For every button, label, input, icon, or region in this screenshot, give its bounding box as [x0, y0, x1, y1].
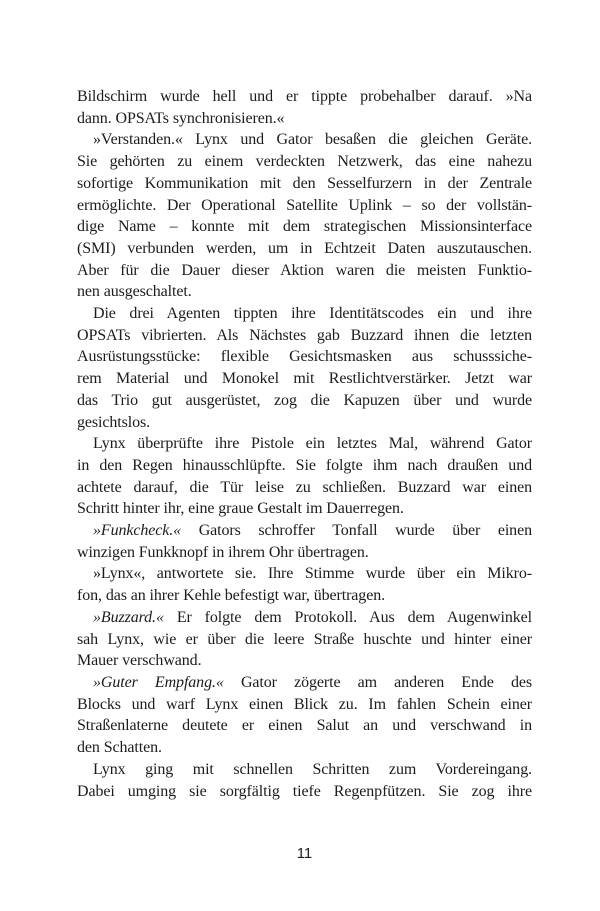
text-segment: Lynx überprüfte ihre Pistole ein letztes Mal, während Gator [93, 435, 532, 453]
text-segment: »Lynx«, antwortete sie. Ihre Stimme wurde über ein Mikro- [93, 565, 532, 583]
text-segment: achtete darauf, die Tür leise zu schließen. Buzzard war einen [77, 478, 532, 496]
text-line [77, 303, 532, 325]
text-line [77, 520, 532, 542]
text-line [77, 694, 532, 716]
text-line [77, 759, 532, 781]
text-segment: gesichtslos. [77, 413, 151, 431]
text-line [77, 325, 532, 347]
page-number: 11 [296, 845, 313, 862]
text-line [77, 542, 532, 564]
text-line [77, 477, 532, 499]
text-line [77, 390, 532, 412]
text-segment: dann. OPSATs synchronisieren.« [77, 109, 285, 127]
text-line [77, 346, 532, 368]
text-segment: Die drei Agenten tippten ihre Identitätscodes ein und ihre [93, 305, 532, 323]
text-line [77, 216, 532, 238]
text-segment: Lynx ging mit schnellen Schritten zum Vordereingang. [93, 760, 532, 778]
text-segment: winzigen Funkknopf in ihrem Ohr übertragen. [77, 543, 369, 561]
text-line [77, 260, 532, 282]
dialogue-italic-segment: »Guter Empfang.« [93, 673, 224, 691]
text-line [77, 498, 532, 520]
text-line [77, 715, 532, 737]
text-line [77, 368, 532, 390]
text-segment: dige Name – konnte mit dem strategischen Missionsinterface [77, 218, 532, 236]
text-segment: Straßenlaterne deutete er einen Salut an und verschwand in [77, 717, 532, 735]
text-line [77, 672, 532, 694]
text-line [77, 629, 532, 651]
dialogue-italic-segment: »Buzzard.« [93, 608, 164, 626]
text-line [77, 412, 532, 434]
text-line [77, 585, 532, 607]
text-segment: Ausrüstungsstücke: flexible Gesichtsmasken aus schusssiche- [77, 348, 532, 366]
text-line [77, 737, 532, 759]
text-segment: den Schatten. [77, 739, 162, 757]
text-segment: nen ausgeschaltet. [77, 283, 192, 301]
text-segment: Bildschirm wurde hell und er tippte probehalber darauf. »Na [77, 88, 532, 105]
text-line [77, 455, 532, 477]
text-line [77, 129, 532, 151]
text-segment: rem Material und Monokel mit Restlichtverstärker. Jetzt war [77, 370, 532, 388]
text-line [77, 781, 532, 803]
text-segment: »Verstanden.« Lynx und Gator besaßen die gleichen Geräte. [93, 131, 532, 149]
text-segment: OPSATs vibrierten. Als Nächstes gab Buzzard ihnen die letzten [77, 326, 532, 344]
text-line [77, 650, 532, 672]
page-text [77, 86, 532, 802]
text-segment: Blocks und warf Lynx einen Blick zu. Im fahlen Schein einer [77, 695, 532, 713]
text-line [77, 173, 532, 195]
text-segment: Er folgte dem Protokoll. Aus dem Augenwinkel [163, 608, 532, 626]
text-segment: Dabei umging sie sorgfältig tiefe Regenpfützen. Sie zog ihre [77, 782, 532, 800]
text-line [77, 86, 532, 108]
text-segment: (SMI) verbunden werden, um in Echtzeit Daten auszutauschen. [77, 239, 532, 257]
text-segment: in den Regen hinausschlüpfte. Sie folgte ihm nach draußen und [77, 456, 532, 474]
text-segment: Schritt hinter ihr, eine graue Gestalt im Dauerregen. [77, 500, 404, 518]
text-segment: ermöglichte. Der Operational Satellite Uplink – so der vollstän- [77, 196, 532, 214]
text-line [77, 433, 532, 455]
text-line [77, 195, 532, 217]
text-line [77, 563, 532, 585]
text-line [77, 607, 532, 629]
text-segment: das Trio gut ausgerüstet, zog die Kapuzen über und wurde [77, 391, 532, 409]
text-segment: sofortige Kommunikation mit den Sesselfurzern in der Zentrale [77, 174, 532, 192]
text-line [77, 151, 532, 173]
text-segment: fon, das an ihrer Kehle befestigt war, übertragen. [77, 587, 386, 605]
text-line [77, 238, 532, 260]
text-line [77, 281, 532, 303]
text-line [77, 108, 532, 130]
text-segment: Mauer verschwand. [77, 652, 202, 670]
text-segment: Aber für die Dauer dieser Aktion waren die meisten Funktio- [77, 261, 532, 279]
text-segment: sah Lynx, wie er über die leere Straße huschte und hinter einer [77, 630, 532, 648]
text-segment: Gators schroffer Tonfall wurde über einen [181, 522, 532, 540]
dialogue-italic-segment: »Funkcheck.« [93, 522, 182, 540]
text-segment: Sie gehörten zu einem verdeckten Netzwerk, das eine nahezu [77, 153, 532, 171]
text-segment: Gator zögerte am anderen Ende des [223, 673, 532, 691]
